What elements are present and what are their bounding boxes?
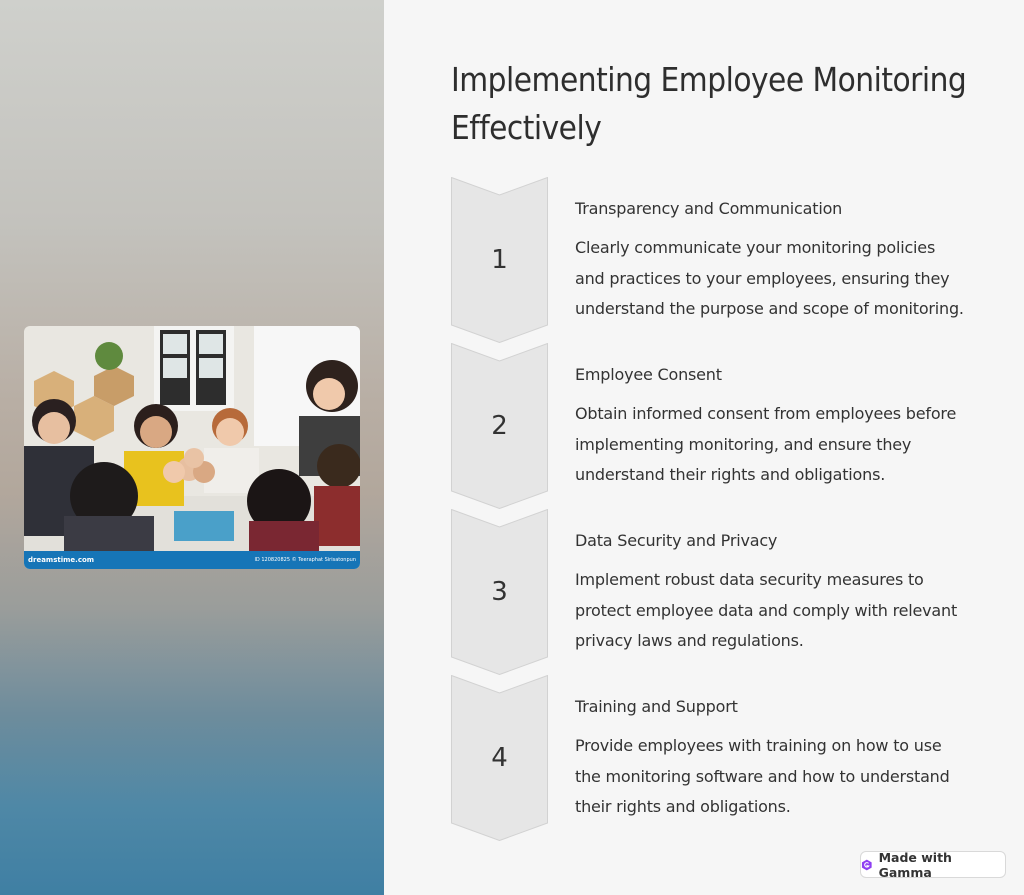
step-text [575,695,965,823]
step-item [451,177,971,343]
step-text [575,197,965,325]
step-text [575,363,965,491]
title-block [451,56,981,152]
step-body: Provide employees with training on how to use the monitoring software and how to understand their rights and obligations. [575,736,950,816]
step-number: 4 [491,743,508,773]
photo-credit-bar [24,551,360,569]
steps-list [451,177,971,841]
gamma-logo-icon [861,859,873,871]
credit-id: ID 120820825 © Teeraphat Sirisatonpun [254,557,356,563]
step-item [451,675,971,841]
step-body: Clearly communicate your monitoring policies and practices to your employees, ensuring they understand the purpose and scope of monitoring. [575,238,964,318]
step-heading: Transparency and Communication [575,199,843,218]
step-body: Implement robust data security measures to protect employee data and comply with relevant privacy laws and regulations. [575,570,958,650]
step-heading: Data Security and Privacy [575,531,778,550]
step-body: Obtain informed consent from employees before implementing monitoring, and ensure they understand their rights and obligations. [575,404,957,484]
step-item [451,509,971,675]
step-number: 1 [491,245,508,275]
credit-logo: dreamstime.com [28,556,95,564]
step-number: 2 [491,411,508,441]
team-photo-illustration [24,326,360,569]
step-text [575,529,965,657]
step-heading: Training and Support [575,697,738,716]
page-title: Implementing Employee Monitoring Effectively [451,60,967,147]
team-photo [24,326,360,569]
step-item [451,343,971,509]
step-heading: Employee Consent [575,365,722,384]
left-image-panel [0,0,384,895]
made-with-gamma-button[interactable] [860,851,1006,878]
step-number: 3 [491,577,508,607]
badge-label: Made with Gamma [878,849,952,880]
